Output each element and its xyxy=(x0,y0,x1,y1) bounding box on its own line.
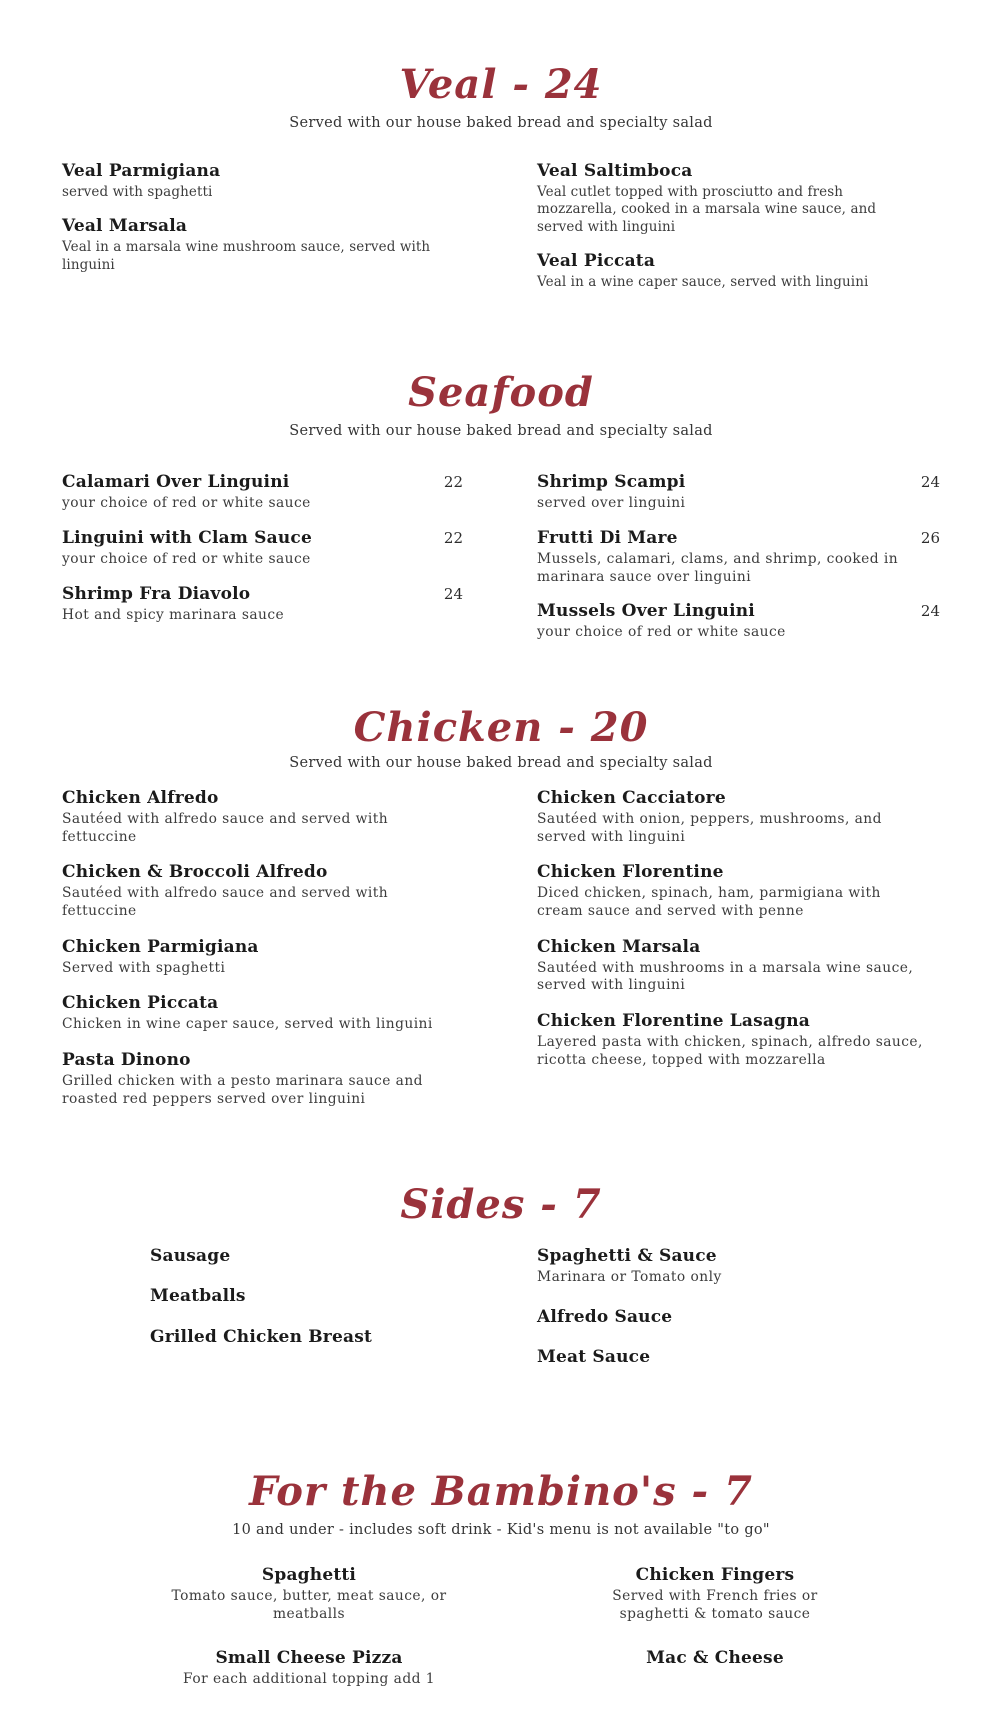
menu-item xyxy=(537,472,940,513)
item-name: Veal Piccata xyxy=(537,250,656,271)
item-name: Calamari Over Linguini xyxy=(62,472,290,493)
menu-item xyxy=(62,862,463,920)
menu-item xyxy=(62,528,463,569)
item-description: Veal in a wine caper sauce, served with linguini xyxy=(537,273,869,290)
menu-item xyxy=(62,1050,463,1108)
menu-page xyxy=(62,0,940,1712)
item-price: 24 xyxy=(920,602,940,621)
item-description: your choice of red or white sauce xyxy=(62,495,311,512)
section-columns xyxy=(62,1246,940,1387)
column-left xyxy=(62,1565,463,1712)
menu-item xyxy=(155,1565,463,1623)
item-description: Marinara or Tomato only xyxy=(537,1269,722,1286)
item-description: Mussels, calamari, clams, and shrimp, cooked in marinara sauce over linguini xyxy=(537,550,899,585)
item-name: Alfredo Sauce xyxy=(537,1307,673,1328)
item-name: Chicken Alfredo xyxy=(62,787,219,808)
section-title: Chicken - 20 xyxy=(353,703,649,751)
menu-item xyxy=(62,788,463,846)
section-title: Seafood xyxy=(408,369,594,417)
menu-item xyxy=(155,1648,463,1689)
item-description: Served with French fries or spaghetti & tomato sauce xyxy=(612,1588,818,1622)
item-name: Veal Saltimboca xyxy=(537,161,693,181)
section-title: Sides - 7 xyxy=(400,1181,602,1229)
item-name: Spaghetti & Sauce xyxy=(537,1246,717,1267)
item-price: 22 xyxy=(443,528,463,547)
menu-item xyxy=(537,251,940,291)
item-name: Chicken Piccata xyxy=(62,993,219,1014)
item-description: Tomato sauce, butter, meat sauce, or meatballs xyxy=(171,1588,447,1622)
menu-item xyxy=(537,862,940,920)
section-bambinos xyxy=(62,1467,940,1712)
menu-item xyxy=(537,601,940,642)
item-description: Served with spaghetti xyxy=(62,959,226,976)
column-left xyxy=(62,161,463,306)
menu-item xyxy=(537,788,940,846)
menu-item xyxy=(537,1347,940,1367)
item-price: 24 xyxy=(443,584,463,603)
item-name: Veal Marsala xyxy=(62,216,188,237)
section-title: For the Bambino's - 7 xyxy=(249,1468,753,1516)
item-description: your choice of red or white sauce xyxy=(537,624,786,641)
item-name: Chicken Marsala xyxy=(537,936,701,957)
column-left xyxy=(62,788,463,1124)
item-description: your choice of red or white sauce xyxy=(62,550,311,567)
section-columns xyxy=(62,161,940,306)
item-name: Shrimp Fra Diavolo xyxy=(62,583,251,604)
menu-item xyxy=(537,1011,940,1069)
item-description: Veal cutlet topped with prosciutto and fresh mozzarella, cooked in a marsala wine sauce, and served with linguini xyxy=(537,184,877,235)
item-description: served with spaghetti xyxy=(62,184,213,201)
column-left xyxy=(62,1246,463,1387)
menu-item xyxy=(150,1246,463,1266)
menu-item xyxy=(62,216,463,274)
item-name: Pasta Dinono xyxy=(62,1050,191,1071)
menu-item xyxy=(537,1565,893,1623)
item-description: Sautéed with mushrooms in a marsala wine sauce, served with linguini xyxy=(537,959,914,994)
menu-item xyxy=(537,1307,940,1327)
item-description: served over linguini xyxy=(537,495,686,512)
item-name: Chicken Fingers xyxy=(635,1565,795,1586)
item-name: Spaghetti xyxy=(261,1565,357,1586)
section-subtitle: Served with our house baked bread and specialty salad xyxy=(289,423,713,440)
item-name: Mac & Cheese xyxy=(646,1647,784,1668)
item-name: Veal Parmigiana xyxy=(62,161,221,181)
section-subtitle: Served with our house baked bread and specialty salad xyxy=(289,115,713,131)
item-name: Chicken Florentine Lasagna xyxy=(537,1011,810,1031)
item-name: Frutti Di Mare xyxy=(537,527,678,548)
item-price: 26 xyxy=(920,528,940,547)
section-columns xyxy=(62,472,940,657)
menu-item xyxy=(62,937,463,978)
menu-item xyxy=(537,1246,940,1287)
item-description: Chicken in wine caper sauce, served with linguini xyxy=(62,1016,433,1033)
menu-item xyxy=(150,1286,463,1306)
item-name: Chicken Florentine xyxy=(537,862,724,883)
menu-item xyxy=(62,472,463,513)
section-columns xyxy=(62,788,940,1124)
item-name: Small Cheese Pizza xyxy=(215,1647,403,1668)
column-right xyxy=(537,788,940,1124)
section-veal xyxy=(62,60,940,306)
menu-item xyxy=(62,993,463,1034)
item-name: Linguini with Clam Sauce xyxy=(62,527,312,548)
item-description: Grilled chicken with a pesto marinara sauce and roasted red peppers served over linguini xyxy=(62,1073,423,1107)
section-columns xyxy=(62,1565,940,1712)
item-name: Grilled Chicken Breast xyxy=(150,1326,373,1347)
column-right xyxy=(537,1565,940,1712)
section-subtitle: 10 and under - includes soft drink - Kid's menu is not available "to go" xyxy=(232,1522,770,1539)
column-left xyxy=(62,472,463,657)
item-name: Mussels Over Linguini xyxy=(537,601,755,622)
item-description: Diced chicken, spinach, ham, parmigiana with cream sauce and served with penne xyxy=(537,885,881,919)
item-price: 22 xyxy=(443,473,463,492)
section-seafood xyxy=(62,368,940,657)
item-description: Sautéed with onion, peppers, mushrooms, and served with linguini xyxy=(537,810,882,845)
item-name: Meat Sauce xyxy=(537,1347,651,1368)
menu-item xyxy=(537,161,940,236)
item-name: Shrimp Scampi xyxy=(537,472,686,493)
menu-item xyxy=(62,584,463,625)
item-price: 24 xyxy=(920,473,940,492)
column-right xyxy=(537,1246,940,1387)
column-right xyxy=(537,472,940,657)
column-right xyxy=(537,161,940,306)
item-name: Chicken Cacciatore xyxy=(537,787,726,808)
menu-item xyxy=(150,1327,463,1347)
item-description: Hot and spicy marinara sauce xyxy=(62,606,285,623)
menu-item xyxy=(537,528,940,586)
item-name: Sausage xyxy=(150,1246,231,1267)
menu-item xyxy=(537,1648,893,1668)
item-name: Chicken Parmigiana xyxy=(62,936,259,957)
item-description: For each additional topping add 1 xyxy=(183,1670,435,1687)
menu-item xyxy=(62,161,463,201)
item-description: Sautéed with alfredo sauce and served with fettuccine xyxy=(62,810,389,845)
item-name: Chicken & Broccoli Alfredo xyxy=(62,862,328,883)
section-chicken xyxy=(62,703,940,1124)
item-description: Veal in a marsala wine mushroom sauce, served with linguini xyxy=(62,239,431,273)
item-name: Meatballs xyxy=(150,1286,246,1307)
item-description: Sautéed with alfredo sauce and served with fettuccine xyxy=(62,885,389,919)
section-title: Veal - 24 xyxy=(399,61,603,108)
menu-item xyxy=(537,937,940,995)
item-description: Layered pasta with chicken, spinach, alfredo sauce, ricotta cheese, topped with mozzarella xyxy=(537,1034,923,1068)
section-sides xyxy=(62,1180,940,1387)
section-subtitle: Served with our house baked bread and specialty salad xyxy=(289,754,713,771)
